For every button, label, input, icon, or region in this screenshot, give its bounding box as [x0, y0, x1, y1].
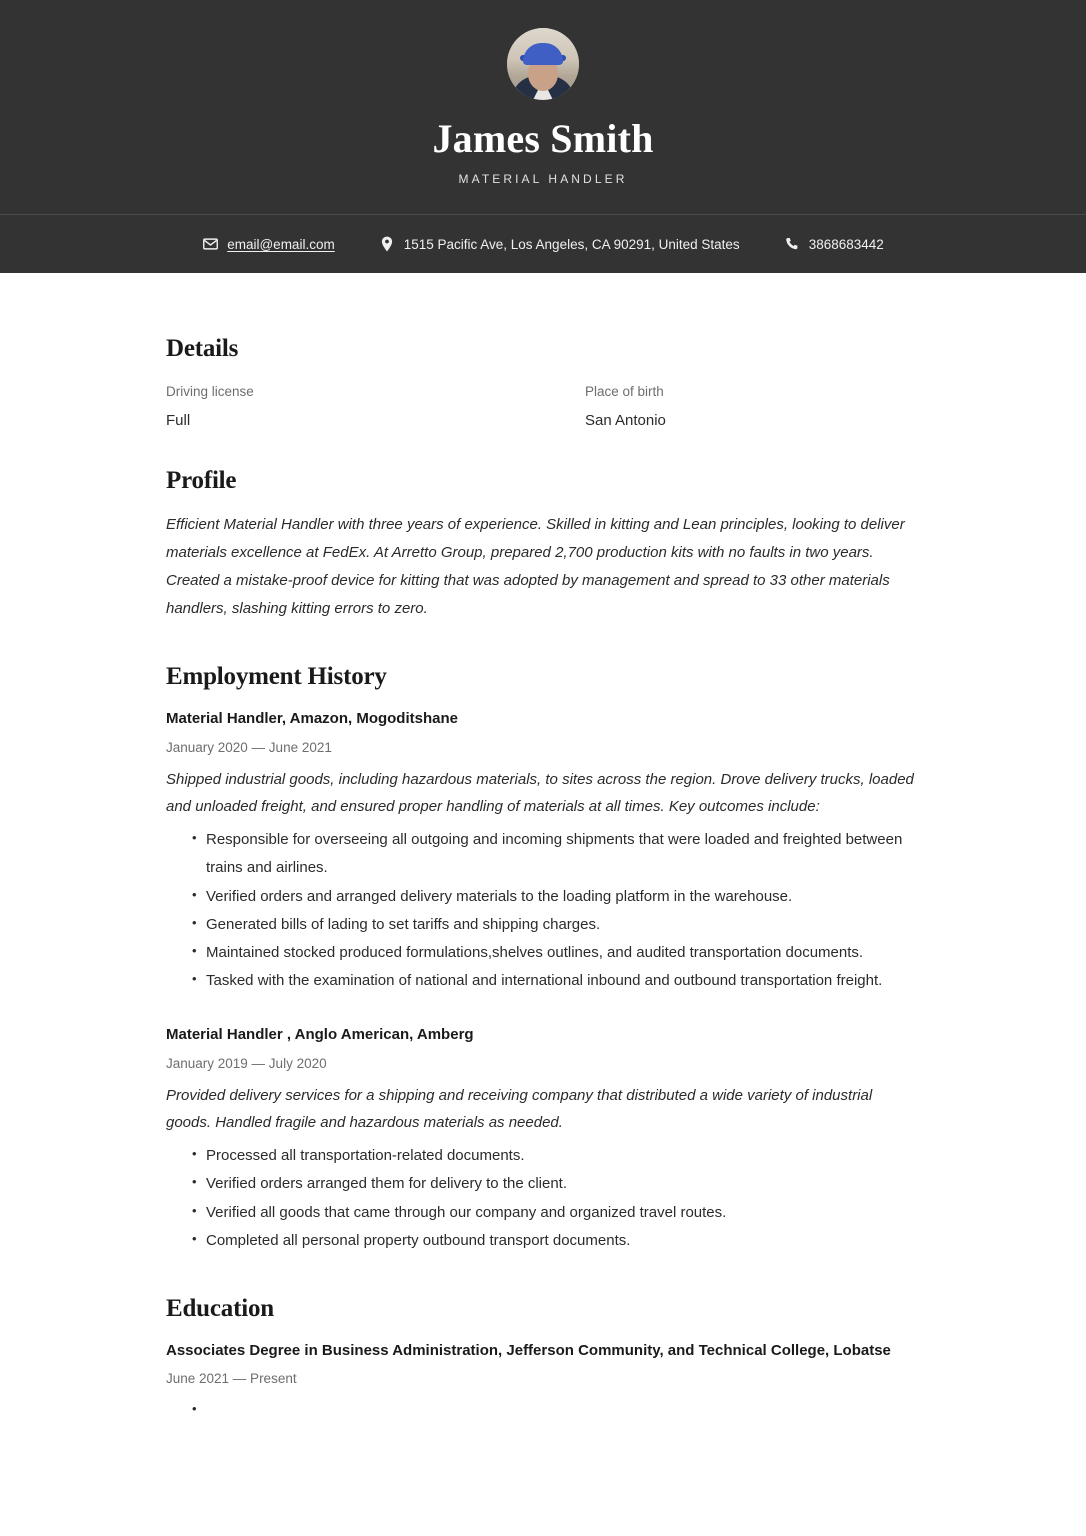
profile-text: Efficient Material Handler with three years of experience. Skilled in kitting and Lean principles, looking to deliver materials excellence at FedEx. At Arretto Group, prepared 2,700 production kits with no faults in two years. Created a mistake-proof device for kitting that was adopted by management and spread to 33 other materials handlers, slashing kitting errors to zero. [166, 515, 905, 618]
list-item: • Generated bills of lading to set tariffs and shipping charges. [192, 911, 920, 939]
education-entry [166, 1339, 920, 1423]
section-employment-history [166, 663, 920, 1255]
job-tagline: MATERIAL HANDLER [458, 172, 628, 186]
list-item: • Verified orders and arranged delivery materials to the loading platform in the warehouse. [192, 883, 920, 911]
detail-label-place-of-birth: Place of birth [585, 384, 664, 399]
section-profile [166, 467, 920, 624]
section-title-details: Details [166, 335, 239, 362]
employment-entry [166, 707, 920, 995]
avatar-hardhat-icon [523, 43, 563, 65]
list-item: • Completed all personal property outbound transport documents. [192, 1227, 920, 1255]
contact-bar [0, 215, 1086, 273]
page-title: James Smith [432, 116, 654, 161]
avatar [507, 28, 579, 100]
detail-value-driving-license: Full [166, 411, 191, 429]
job-title: Material Handler, Amazon, Mogoditshane [166, 710, 458, 728]
list-item: • Verified all goods that came through our company and organized travel routes. [192, 1199, 920, 1227]
list-item: • Tasked with the examination of national and international inbound and outbound transportation freight. [192, 967, 920, 995]
job-summary: Shipped industrial goods, including hazardous materials, to sites across the region. Drove delivery trucks, loaded and unloaded freight, and ensured proper handling of materials at all times. Key outcomes include: [166, 770, 914, 815]
list-item: • Verified orders arranged them for delivery to the client. [192, 1170, 920, 1198]
contact-phone-text: 3868683442 [808, 236, 884, 252]
resume-body [0, 273, 1086, 1423]
envelope-icon [202, 236, 218, 252]
contact-phone [784, 236, 884, 252]
list-item: • Responsible for overseeing all outgoing and incoming shipments that were loaded and freighted between trains and airlines. [192, 826, 920, 882]
map-pin-icon [379, 236, 395, 252]
section-title-employment: Employment History [166, 663, 387, 691]
job-summary: Provided delivery services for a shipping and receiving company that distributed a wide variety of industrial goods. Handled fragile and hazardous materials as needed. [166, 1086, 873, 1131]
section-details [166, 335, 920, 433]
job-bullet-list [166, 1142, 920, 1255]
contact-email-link[interactable]: email@email.com [227, 236, 335, 252]
contact-address [379, 236, 740, 252]
resume-header [0, 0, 1086, 214]
section-education [166, 1295, 920, 1423]
avatar-photo [507, 28, 579, 100]
detail-value-place-of-birth: San Antonio [585, 411, 666, 429]
phone-icon [784, 236, 800, 252]
education-bullet-list [166, 1397, 920, 1423]
education-dates: June 2021 — Present [166, 1371, 297, 1387]
section-title-profile: Profile [166, 466, 237, 494]
contact-address-text: 1515 Pacific Ave, Los Angeles, CA 90291, United States [403, 236, 740, 252]
job-bullet-list [166, 826, 920, 995]
job-title: Material Handler , Anglo American, Amberg [166, 1026, 474, 1044]
section-title-education: Education [166, 1294, 274, 1322]
education-title: Associates Degree in Business Administration, Jefferson Community, and Technical College, Lobatse [166, 1341, 891, 1359]
contact-email[interactable] [202, 236, 334, 252]
job-dates: January 2020 — June 2021 [166, 739, 332, 755]
list-item: • Maintained stocked produced formulations,shelves outlines, and audited transportation documents. [192, 939, 920, 967]
detail-label-driving-license: Driving license [166, 384, 254, 399]
list-item: • Processed all transportation-related documents. [192, 1142, 920, 1170]
job-dates: January 2019 — July 2020 [166, 1055, 327, 1071]
details-grid [166, 379, 920, 433]
employment-entry [166, 1023, 920, 1255]
list-item [192, 1397, 920, 1423]
